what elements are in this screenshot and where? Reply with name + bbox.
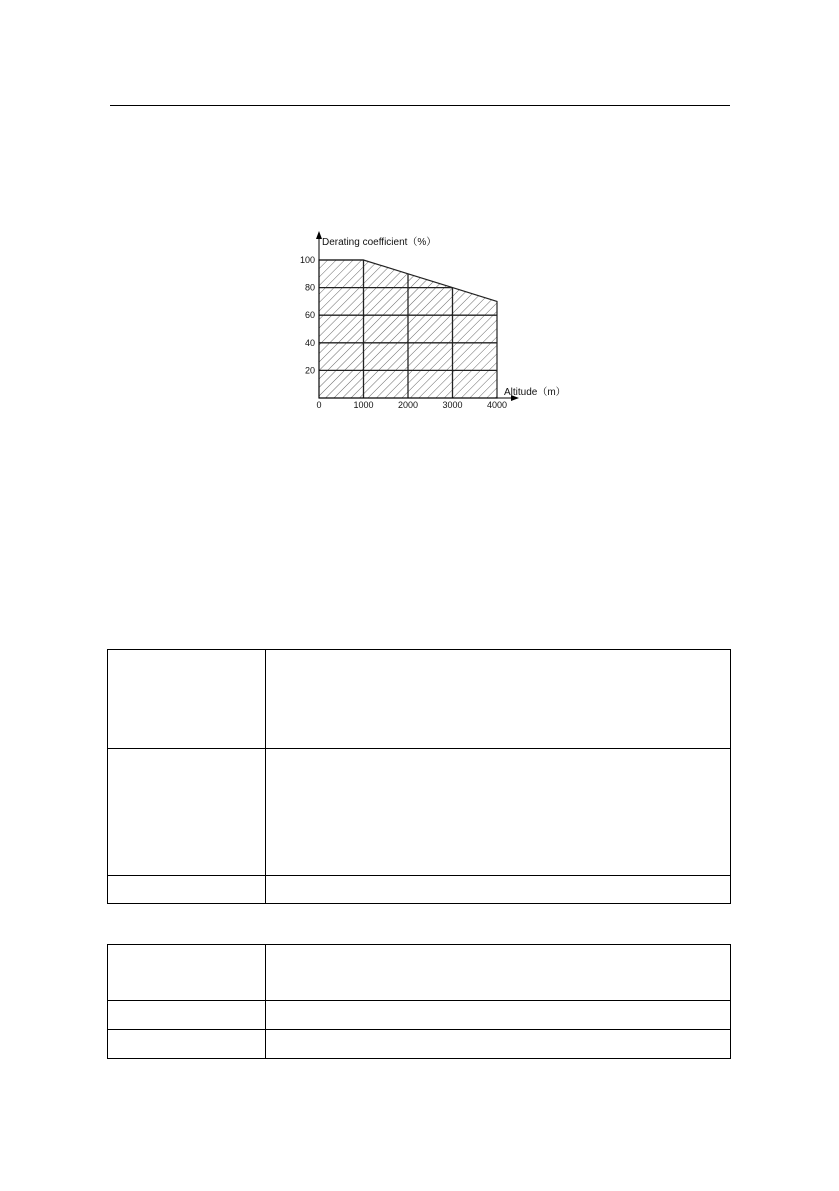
x-tick-label: 3000 — [442, 400, 463, 410]
table-cell-value — [266, 1001, 731, 1030]
y-tick-label: 40 — [304, 337, 315, 348]
table-row — [108, 1030, 731, 1059]
derating-chart — [286, 225, 566, 420]
table-cell-value — [266, 749, 731, 876]
table-cell-key — [108, 1030, 266, 1059]
table-row — [108, 945, 731, 1001]
table-row — [108, 749, 731, 876]
header-rule — [110, 105, 730, 106]
table-cell-value — [266, 650, 731, 749]
table-row — [108, 876, 731, 904]
x-tick-label: 1000 — [353, 400, 374, 410]
table-cell-key — [108, 876, 266, 904]
x-axis-label: Altitude（m） — [504, 387, 566, 398]
y-axis-label: Derating coefficient（%） — [322, 237, 437, 248]
derating-chart-svg — [286, 225, 566, 420]
spec-table-1 — [107, 649, 731, 904]
x-tick-label: 4000 — [486, 400, 508, 410]
y-tick-label: 100 — [299, 255, 315, 265]
table-row — [108, 1001, 731, 1030]
table-cell-value — [266, 876, 731, 904]
x-tick-label: 0 — [316, 400, 322, 410]
y-tick-label: 60 — [304, 310, 315, 321]
table-cell-key — [108, 945, 266, 1001]
y-tick-label: 80 — [304, 282, 315, 293]
y-tick-label: 20 — [304, 365, 315, 376]
table-cell-value — [266, 1030, 731, 1059]
spec-table-2 — [107, 944, 731, 1059]
x-tick-label: 2000 — [397, 400, 419, 410]
table-row — [108, 650, 731, 749]
table-cell-value — [266, 945, 731, 1001]
table-cell-key — [108, 650, 266, 749]
table-cell-key — [108, 749, 266, 876]
table-cell-key — [108, 1001, 266, 1030]
